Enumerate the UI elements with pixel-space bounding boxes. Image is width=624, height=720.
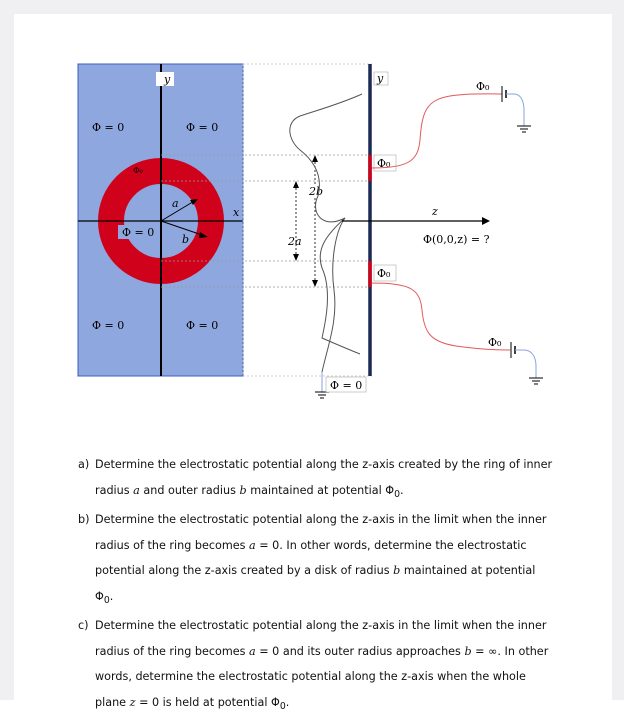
question-b-text: Determine the electrostatic potential along the z-axis in the limit when the inner radius of the ring becomes a = 0. In other words, determine the electrostatic potential along the z-axis created by a disk of radius b maintained at potential $\Phi_0$.: [95, 513, 547, 606]
left-panel: [78, 64, 243, 376]
question-list: [78, 452, 553, 720]
phi-top-left-label: Φ = 0: [92, 121, 125, 134]
lower-ground-wire: [515, 350, 536, 378]
question-a-label: a): [78, 458, 90, 471]
question-a-text: Determine the electrostatic potential along the z-axis created by the ring of inner radius a and outer radius b maintained at potential $\Phi_0$.: [95, 458, 553, 500]
dim-2a-arrow-top: [293, 181, 299, 188]
dim-2b-label: 2b: [309, 185, 324, 198]
radius-a-label: a: [172, 197, 179, 210]
x-axis-label: x: [233, 206, 240, 219]
source-lower-label: Φ₀: [488, 336, 502, 349]
plate-upper-label: Φ₀: [377, 157, 391, 170]
phi-top-right-label: Φ = 0: [186, 121, 219, 134]
question-b-label: b): [78, 513, 90, 527]
source-upper-label: Φ₀: [476, 80, 490, 93]
unknown-potential-label: Φ(0,0,z) = ?: [423, 233, 490, 246]
dim-2b-arrow-bottom: [312, 280, 318, 287]
right-y-axis-label: y: [377, 72, 384, 85]
z-axis-label: z: [432, 205, 438, 218]
profile-curve-inner: [322, 218, 345, 372]
ground-potential-label: Φ = 0: [330, 379, 363, 392]
profile-curve: [290, 94, 362, 354]
z-axis-arrowhead: [482, 217, 490, 225]
plate-lower-label: Φ₀: [377, 267, 391, 280]
ring-potential-label: Φ₀: [133, 166, 143, 175]
dim-2a-label: 2a: [288, 235, 302, 248]
radius-b-label: b: [182, 233, 190, 246]
question-c-label: c): [78, 619, 89, 633]
upper-ground-wire: [506, 94, 524, 126]
y-axis-label: y: [164, 73, 171, 86]
phi-center-label: Φ = 0: [122, 226, 155, 239]
question-c: [78, 613, 553, 719]
phi-bottom-left-label: Φ = 0: [92, 319, 125, 332]
question-c-text: Determine the electrostatic potential along the z-axis in the limit when the inner radius of the ring becomes a = 0 and its outer radius approaches b = ∞. In other words, determine the electrostatic potential along the z-axis when the whole plane z = 0 is held at potential $\Phi_0$.: [95, 619, 549, 713]
dim-2b-arrow-top: [312, 155, 318, 162]
question-a: [78, 452, 553, 507]
dim-2a-arrow-bottom: [293, 254, 299, 261]
question-b: [78, 507, 553, 613]
phi-bottom-right-label: Φ = 0: [186, 319, 219, 332]
